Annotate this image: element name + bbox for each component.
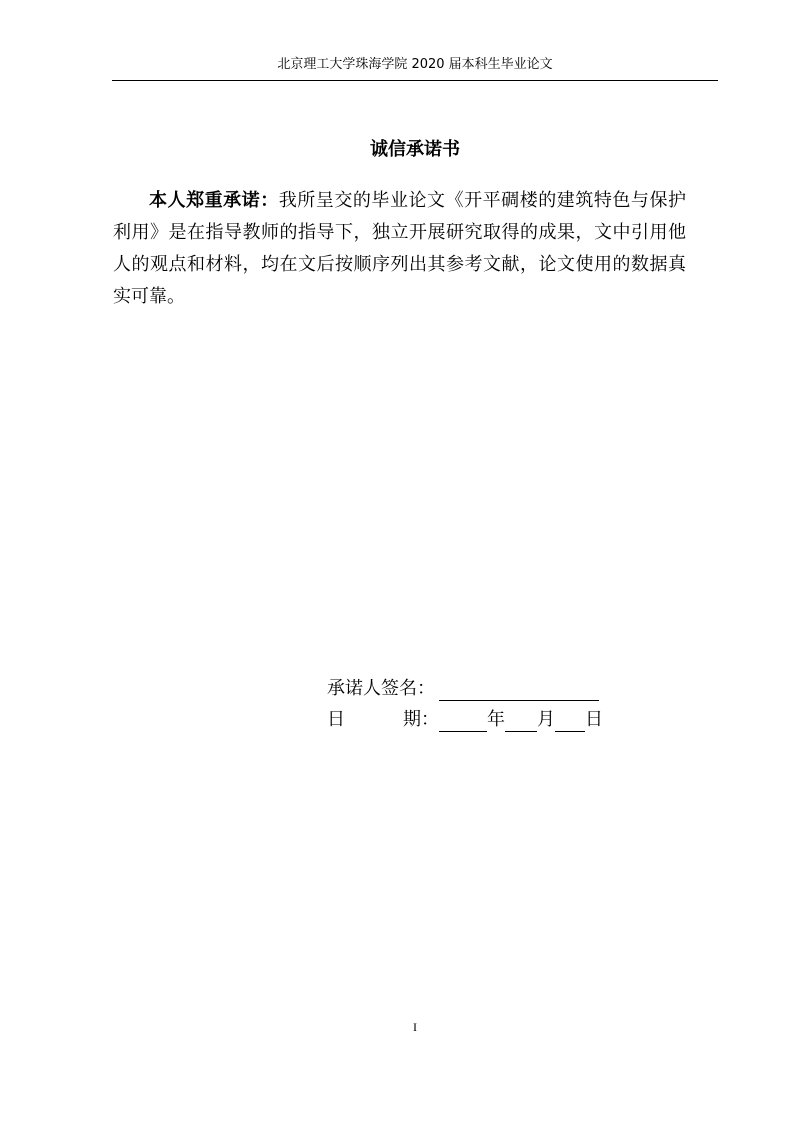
year-label: 年 [487, 709, 505, 730]
day-blank[interactable] [555, 712, 585, 732]
header-divider [112, 80, 718, 81]
day-label: 日 [585, 709, 603, 730]
running-header: 北京理工大学珠海学院 2020 届本科生毕业论文 [277, 57, 553, 72]
year-blank[interactable] [439, 712, 487, 732]
declaration-paragraph [113, 185, 686, 313]
date-label-char-2: 期： [403, 709, 439, 730]
month-label: 月 [537, 709, 555, 730]
page-title: 诚信承诺书 [370, 139, 460, 160]
page-number: I [413, 1020, 417, 1034]
date-row [327, 708, 603, 732]
date-label-char-1: 日 [327, 709, 345, 730]
declaration-lead: 本人郑重承诺： [149, 190, 279, 211]
signature-blank[interactable] [439, 681, 599, 701]
month-blank[interactable] [505, 712, 537, 732]
signer-row [327, 677, 599, 701]
declaration-body: 我所呈交的毕业论文《开平碉楼的建筑特色与保护利用》是在指导教师的指导下，独立开展研究取得的成果，文中引用他人的观点和材料，均在文后按顺序列出其参考文献，论文使用的数据真实可靠。 [113, 190, 686, 307]
signer-label: 承诺人签名： [327, 678, 435, 699]
